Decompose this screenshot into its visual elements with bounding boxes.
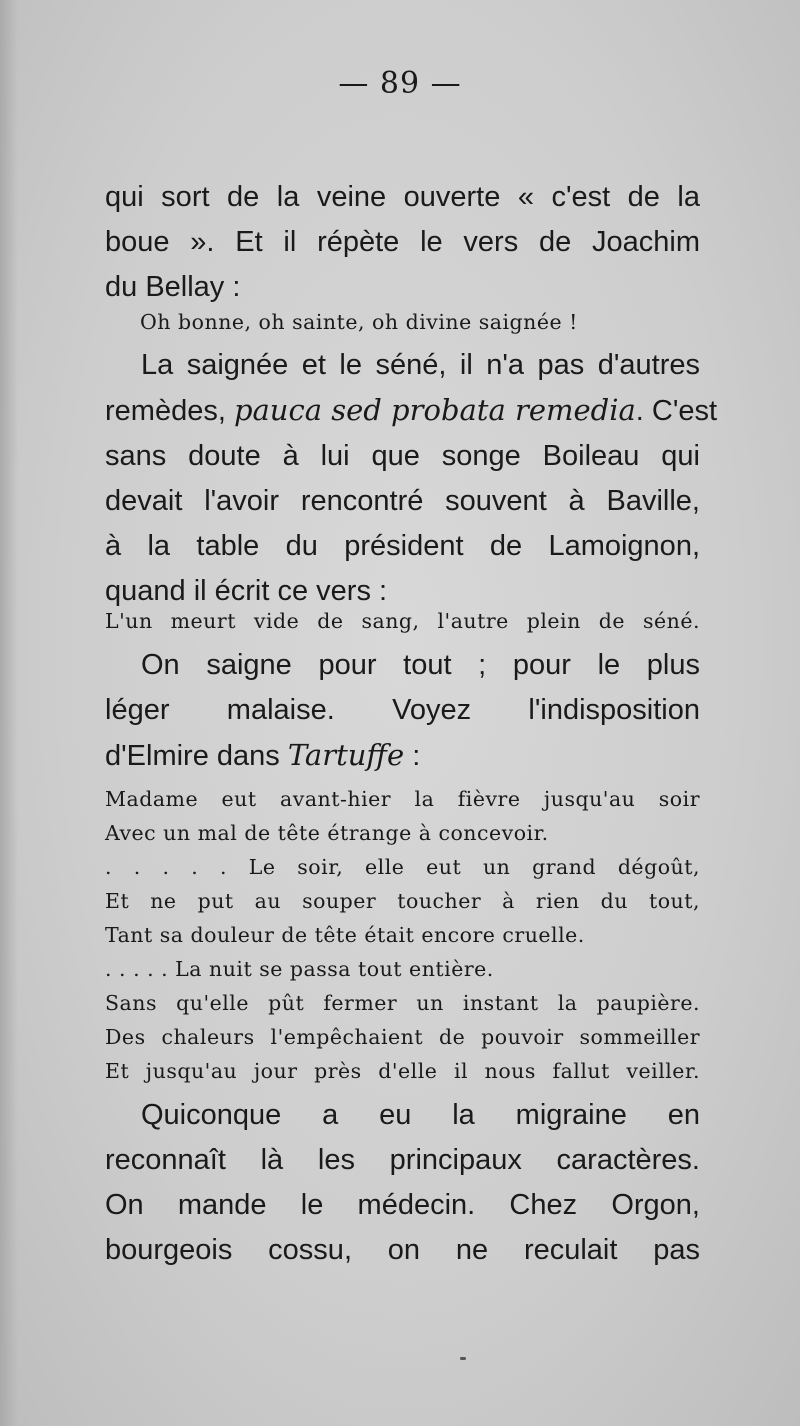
verse-quote-1 [140,305,640,339]
text-fragment: . C'est [635,395,718,427]
text-line: On saigne pour tout ; pour le plus [141,649,700,681]
text-fragment: d'Elmire dans [105,740,288,772]
text-line: On mande le médecin. Chez Orgon, [105,1189,700,1221]
verse-line: . . . . . La nuit se passa tout entière. [105,957,494,981]
verse-line: Sans qu'elle pût fermer un instant la paupière. [105,991,700,1015]
paragraph-4 [105,1093,700,1273]
verse-line: Des chaleurs l'empêchaient de pouvoir sommeiller [105,1025,700,1049]
verse-line: Tant sa douleur de tête était encore cruelle. [105,923,585,947]
text-line: léger malaise. Voyez l'indisposition [105,694,700,726]
paragraph-3 [105,643,700,779]
verse-line: . . . . . Le soir, elle eut un grand dégoût, [105,855,700,879]
text-line: La saignée et le séné, il n'a pas d'autres [141,349,700,381]
verse-line: Et jusqu'au jour près d'elle il nous fallut veiller. [105,1059,700,1083]
text-line: du Bellay : [105,271,241,303]
text-line: devait l'avoir rencontré souvent à Baville, [105,485,700,517]
paper-speck [460,1357,466,1360]
verse-line: Et ne put au souper toucher à rien du tout, [105,889,700,913]
text-line: bourgeois cossu, on ne reculait pas [105,1234,700,1266]
text-line: sans doute à lui que songe Boileau qui [105,440,700,472]
page-number: — 89 — [338,66,462,101]
text-line: reconnaît là les principaux caractères. [105,1144,700,1176]
text-line [105,733,700,779]
text-line: boue ». Et il répète le vers de Joachim [105,226,700,258]
verse-quote-2 [105,604,700,638]
verse-quote-3 [105,782,700,1088]
text-fragment: remèdes, [105,395,234,427]
verse-line: Oh bonne, oh sainte, oh divine saignée ! [140,310,578,334]
paragraph-1 [105,175,700,310]
text-line: Quiconque a eu la migraine en [141,1099,700,1131]
text-line: à la table du président de Lamoignon, [105,530,700,562]
paragraph-2 [105,343,718,614]
verse-line: Madame eut avant-hier la fièvre jusqu'au soir [105,787,700,811]
text-fragment: : [404,740,421,772]
verse-line: Avec un mal de tête étrange à concevoir. [105,821,549,845]
play-title: Tartuffe [287,738,405,772]
text-line [105,388,718,434]
latin-phrase: pauca sed probata remedia [233,393,636,427]
text-line: quand il écrit ce vers : [105,575,388,607]
text-line: qui sort de la veine ouverte « c'est de la [105,181,700,213]
verse-line: L'un meurt vide de sang, l'autre plein de séné. [105,609,700,633]
